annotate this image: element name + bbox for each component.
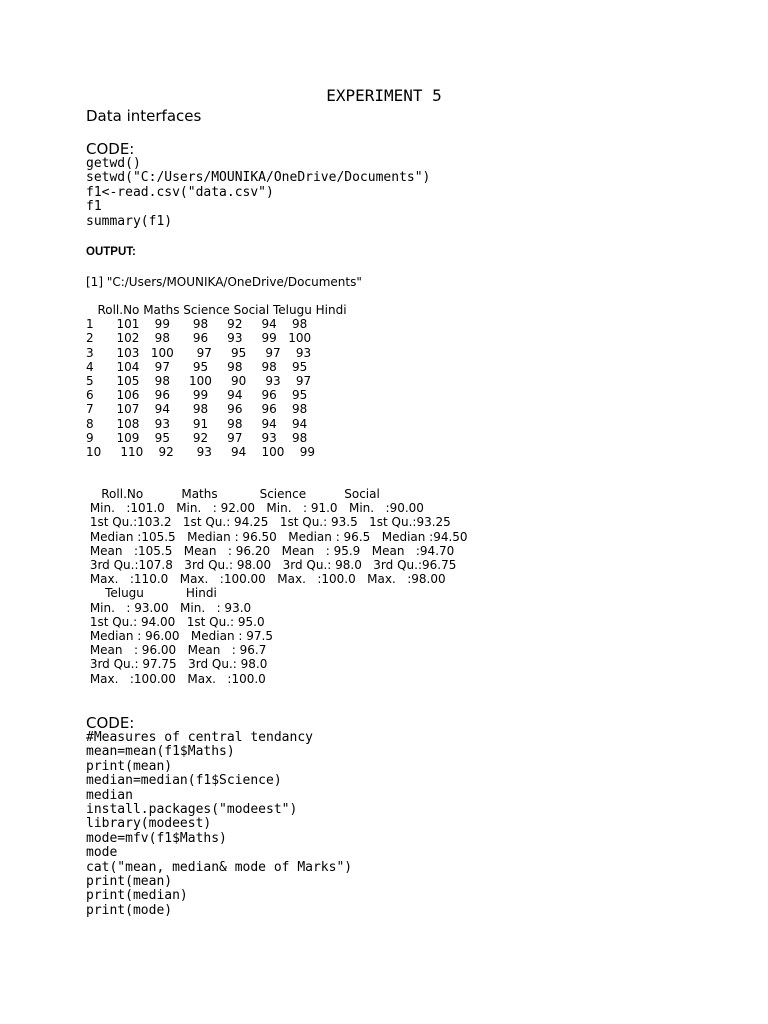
data-frame-output: Roll.No Maths Science Social Telugu Hindi 1 101 99 98 92 94 98 2 102 98 96 93 99 100 3 103 100 97 95 97 93 4 104 97 95 98 98 95 5 105 98 100 90 93 97 6 106 96 99 94 96 95 7 107 94 98 96 96 98 8 108 93 91 98 94 94 9 109 95 92 97 93 98 10 110 92 93 94 100 99 — [86, 303, 347, 460]
summary-output: Roll.No Maths Science Social Min. :101.0 Min. : 92.00 Min. : 91.0 Min. :90.00 1st Qu.:103.2 1st Qu.: 94.25 1st Qu.: 93.5 1st Qu.:93.25 Median :105.5 Median : 96.50 Median : 96.5 Median :94.50 Mean :105.5 Mean : 96.20 Mean : 95.9 Mean :94.70 3rd Qu.:107.8 3rd Qu.: 98.00 3rd Qu.: 98.0 3rd Qu.:96.75 Max. :110.0 Max. :100.00 Max. :100.0 Max. :98.00 Telugu Hindi Min. : 93.00 Min. : 93.0 1st Qu.: 94.00 1st Qu.: 95.0 Median : 96.00 Median : 97.5 Mean : 96.00 Mean : 96.7 3rd Qu.: 97.75 3rd Qu.: 98.0 Max. :100.00 Max. :100.0 — [89, 487, 468, 686]
code-heading-2: CODE: — [86, 714, 135, 732]
section-subtitle: Data interfaces — [86, 107, 202, 125]
output-heading: OUTPUT: — [86, 246, 136, 258]
code-block-1: getwd() setwd("C:/Users/MOUNIKA/OneDrive/Documents") f1<-read.csv("data.csv") f1 summary(f1) — [86, 156, 431, 229]
page-title: EXPERIMENT 5 — [326, 86, 442, 105]
output-path: [1] "C:/Users/MOUNIKA/OneDrive/Documents" — [86, 275, 362, 289]
code-block-2: #Measures of central tendancy mean=mean(f1$Maths) print(mean) median=median(f1$Science) median install.packages("modeest") library(modeest) mode=mfv(f1$Maths) mode cat("mean, median& mode of Marks") print(mean) print(median) print(mode) — [86, 730, 353, 918]
code-heading-1: CODE: — [86, 140, 135, 158]
